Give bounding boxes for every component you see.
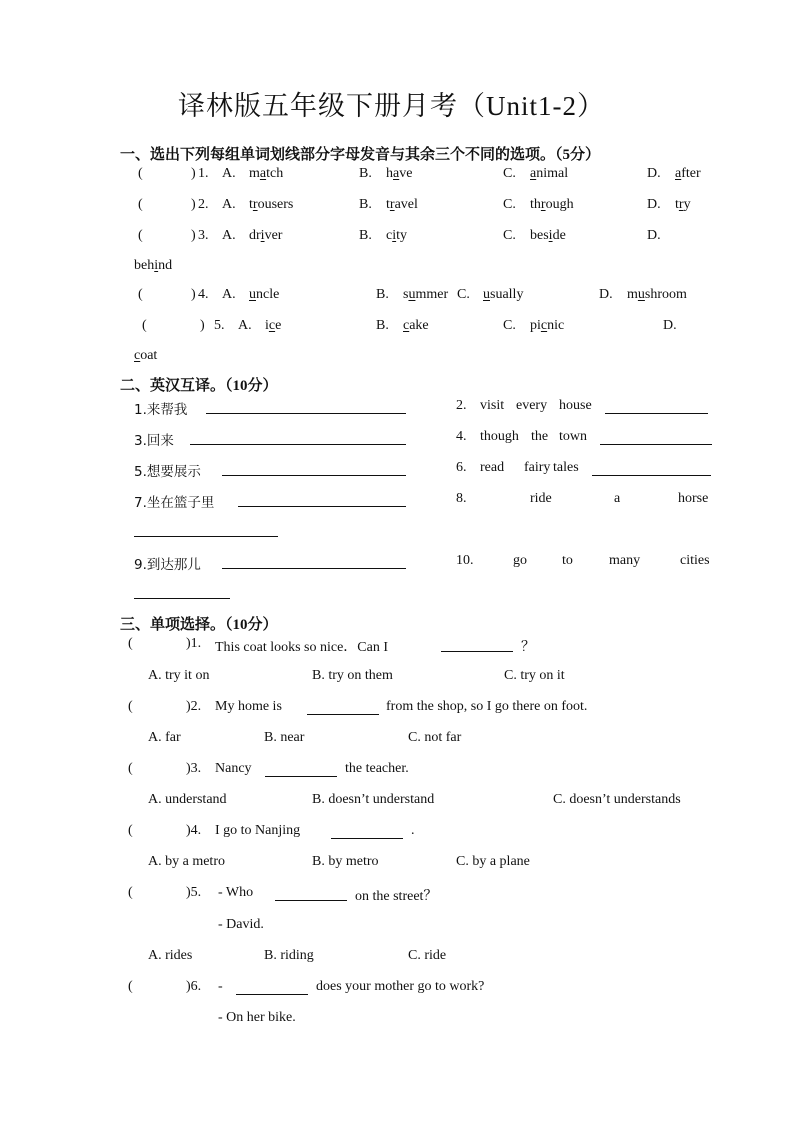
option-b-word: cake <box>403 318 429 333</box>
translate-en-word: horse <box>678 491 709 506</box>
answer-blank-continued[interactable] <box>134 536 278 537</box>
translate-en-number: 4. <box>456 429 467 444</box>
q3-option-c: C. doesn’t understands <box>553 792 681 807</box>
q5-text: - Who <box>218 885 254 900</box>
translate-en-word: house <box>559 398 592 413</box>
underlined-letters: u <box>637 287 645 302</box>
option-c-word: beside <box>530 228 566 243</box>
translate-en-number: 2. <box>456 398 467 413</box>
q2-option-c: C. not far <box>408 730 462 745</box>
q3-text: Nancy <box>215 761 252 776</box>
underlined-letters: r <box>540 197 546 212</box>
translate-cn-item: 9.到达那儿 <box>134 557 201 573</box>
q1-option-b: B. try on them <box>312 668 393 683</box>
option-a-word: ice <box>265 318 282 333</box>
option-b-word: travel <box>386 197 418 212</box>
underlined-letters: i <box>154 258 159 273</box>
option-b-label: B. <box>359 197 372 212</box>
answer-blank[interactable] <box>592 475 711 476</box>
q4-option-b: B. by metro <box>312 854 379 869</box>
option-a-word: driver <box>249 228 283 243</box>
translate-en-word: go <box>513 553 527 568</box>
underlined-letters: r <box>252 197 258 212</box>
q4-text: I go to Nanjing <box>215 823 301 838</box>
q5-text-end: on the street？ <box>355 889 438 904</box>
translate-cn-item: 1.来帮我 <box>134 402 188 418</box>
translate-en-word: though <box>480 429 519 444</box>
option-c-word: through <box>530 197 574 212</box>
q2-text-end: from the shop, so I go there on foot. <box>386 699 588 714</box>
option-d-label: D. <box>663 318 677 333</box>
option-c-label: C. <box>457 287 470 302</box>
translate-cn-item: 5.想要展示 <box>134 464 201 480</box>
option-b-word: summer <box>403 287 449 302</box>
q1-blank[interactable] <box>441 651 513 652</box>
option-d-word: try <box>675 197 691 212</box>
underlined-letters: u <box>408 287 416 302</box>
q4-option-a: A. by a metro <box>148 854 225 869</box>
option-b-label: B. <box>359 166 372 181</box>
item-number: 4. <box>198 287 209 302</box>
translate-en-word: every <box>516 398 548 413</box>
underlined-letters: i <box>392 228 397 243</box>
q3-option-a: A. understand <box>148 792 227 807</box>
answer-blank[interactable] <box>238 506 406 507</box>
option-c-word: animal <box>530 166 569 181</box>
underlined-letters: a <box>259 166 267 181</box>
underlined-letters: c <box>268 318 276 333</box>
answer-paren-open: ( <box>138 166 143 181</box>
q3-option-b: B. doesn’t understand <box>312 792 435 807</box>
option-b-label: B. <box>376 287 389 302</box>
q1-text-end: ？ <box>521 640 535 655</box>
option-a-label: A. <box>238 318 252 333</box>
translate-cn-item: 3.回来 <box>134 433 174 449</box>
q2-number: )2. <box>186 699 202 714</box>
answer-paren-close: ) <box>191 228 196 243</box>
answer-blank-continued[interactable] <box>134 598 230 599</box>
q5-option-a: A. rides <box>148 948 193 963</box>
answer-paren-close: ) <box>191 166 196 181</box>
translate-cn-item: 7.坐在篮子里 <box>134 495 215 511</box>
q5-number: )5. <box>186 885 202 900</box>
translate-en-number: 10. <box>456 553 474 568</box>
q1-option-a: A. try it on <box>148 668 210 683</box>
translate-en-word: to <box>562 553 573 568</box>
translate-en-word: visit <box>480 398 505 413</box>
q6-reply: - On her bike. <box>218 1010 296 1025</box>
answer-blank[interactable] <box>600 444 712 445</box>
item-number: 2. <box>198 197 209 212</box>
underlined-letters: i <box>260 228 265 243</box>
option-d-word: coat <box>134 348 158 363</box>
option-d-label: D. <box>647 197 661 212</box>
q5-option-c: C. ride <box>408 948 447 963</box>
translate-en-word: town <box>559 429 587 444</box>
item-number: 3. <box>198 228 209 243</box>
option-a-label: A. <box>222 197 236 212</box>
q6-blank[interactable] <box>236 994 308 995</box>
translate-en-number: 6. <box>456 460 467 475</box>
option-b-label: B. <box>376 318 389 333</box>
answer-paren-close: ) <box>200 318 205 333</box>
q2-text: My home is <box>215 699 282 714</box>
option-d-word: after <box>675 166 701 181</box>
answer-paren-open: ( <box>142 318 147 333</box>
option-d-label: D. <box>599 287 613 302</box>
answer-blank[interactable] <box>206 413 406 414</box>
answer-paren-open: ( <box>128 823 133 838</box>
answer-paren-open: ( <box>138 228 143 243</box>
option-b-word: city <box>386 228 407 243</box>
underlined-letters: i <box>548 228 553 243</box>
section2-heading: 二、英汉互译。（10分） <box>120 378 278 394</box>
option-a-label: A. <box>222 287 236 302</box>
underlined-letters: u <box>249 287 256 302</box>
underlined-letters: a <box>675 166 682 181</box>
option-d-label: D. <box>647 228 661 243</box>
q1-text: This coat looks so nice．Can I <box>215 640 389 655</box>
option-d-label: D. <box>647 166 661 181</box>
q4-number: )4. <box>186 823 202 838</box>
option-c-word: usually <box>483 287 524 302</box>
option-a-word: uncle <box>249 287 280 302</box>
answer-paren-close: ) <box>191 197 196 212</box>
translate-en-word: ride <box>530 491 552 506</box>
answer-paren-open: ( <box>128 885 133 900</box>
answer-paren-open: ( <box>128 761 133 776</box>
answer-paren-open: ( <box>128 979 133 994</box>
translate-en-word: tales <box>553 460 579 475</box>
q5-option-b: B. riding <box>264 948 314 963</box>
translate-en-word: many <box>609 553 641 568</box>
q1-number: )1. <box>186 636 202 651</box>
option-a-word: trousers <box>249 197 294 212</box>
q3-text-end: the teacher. <box>345 761 409 776</box>
translate-en-word: the <box>531 429 549 444</box>
q6-number: )6. <box>186 979 202 994</box>
q5-reply: - David. <box>218 917 264 932</box>
q1-option-c: C. try on it <box>504 668 565 683</box>
answer-blank[interactable] <box>222 568 406 569</box>
item-number: 5. <box>214 318 225 333</box>
option-a-label: A. <box>222 166 236 181</box>
q4-blank[interactable] <box>331 838 403 839</box>
option-b-word: have <box>386 166 413 181</box>
answer-paren-close: ) <box>191 287 196 302</box>
underlined-letters: r <box>678 197 684 212</box>
translate-en-word: cities <box>680 553 710 568</box>
option-b-label: B. <box>359 228 372 243</box>
option-d-word: behind <box>134 258 173 273</box>
underlined-letters: c <box>403 318 410 333</box>
answer-paren-open: ( <box>128 636 133 651</box>
underlined-letters: u <box>483 287 490 302</box>
q6-text-end: does your mother go to work? <box>316 979 485 994</box>
translate-en-word: a <box>614 491 621 506</box>
q2-option-b: B. near <box>264 730 305 745</box>
option-c-word: picnic <box>530 318 565 333</box>
q4-text-end: . <box>411 823 415 838</box>
option-a-word: match <box>249 166 284 181</box>
underlined-letters: c <box>540 318 548 333</box>
translate-en-word: fairy <box>524 460 551 475</box>
q4-option-c: C. by a plane <box>456 854 530 869</box>
answer-blank[interactable] <box>605 413 708 414</box>
translate-en-word: read <box>480 460 505 475</box>
underlined-letters: r <box>389 197 395 212</box>
q6-text: - <box>218 979 223 994</box>
option-c-label: C. <box>503 166 516 181</box>
section3-heading: 三、单项选择。（10分） <box>120 617 278 633</box>
page-title: 译林版五年级下册月考（Unit1-2） <box>178 91 605 121</box>
option-c-label: C. <box>503 318 516 333</box>
q5-blank[interactable] <box>275 900 347 901</box>
option-d-word: mushroom <box>627 287 687 302</box>
translate-en-number: 8. <box>456 491 467 506</box>
underlined-letters: a <box>530 166 537 181</box>
q3-number: )3. <box>186 761 202 776</box>
item-number: 1. <box>198 166 209 181</box>
answer-paren-open: ( <box>138 287 143 302</box>
underlined-letters: a <box>393 166 400 181</box>
underlined-letters: c <box>134 348 141 363</box>
answer-blank[interactable] <box>222 475 406 476</box>
answer-paren-open: ( <box>128 699 133 714</box>
q2-option-a: A. far <box>148 730 181 745</box>
q3-blank[interactable] <box>265 776 337 777</box>
section1-heading: 一、选出下列每组单词划线部分字母发音与其余三个不同的选项。（5分） <box>120 147 601 163</box>
answer-paren-open: ( <box>138 197 143 212</box>
option-c-label: C. <box>503 228 516 243</box>
option-c-label: C. <box>503 197 516 212</box>
answer-blank[interactable] <box>190 444 406 445</box>
option-a-label: A. <box>222 228 236 243</box>
q2-blank[interactable] <box>307 714 379 715</box>
